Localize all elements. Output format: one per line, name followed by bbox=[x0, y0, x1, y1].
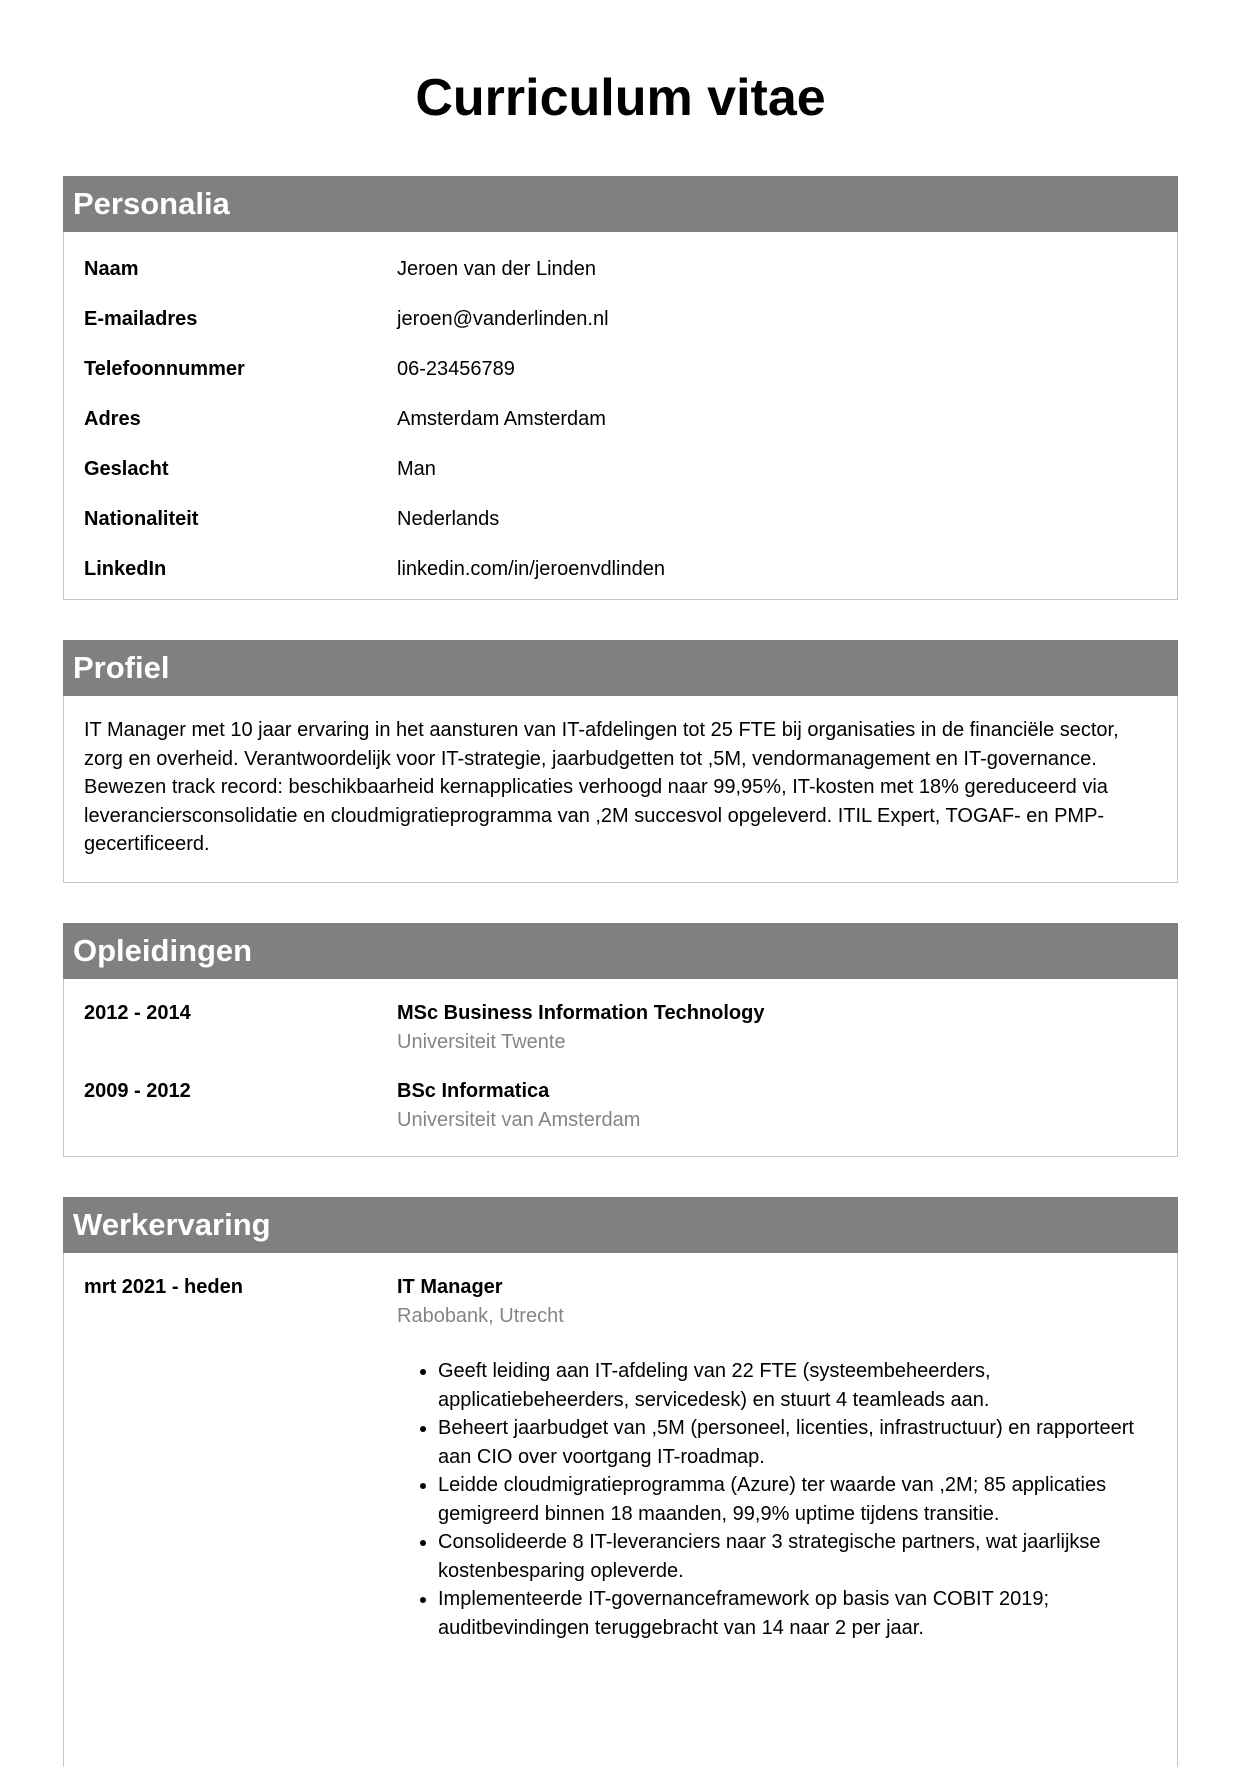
field-value: Amsterdam Amsterdam bbox=[397, 408, 606, 430]
field-value: Nederlands bbox=[397, 508, 500, 530]
education-item bbox=[64, 1077, 1177, 1155]
field-label: Nationaliteit bbox=[84, 508, 199, 530]
field-label: Naam bbox=[84, 258, 139, 280]
section-profiel bbox=[63, 640, 1178, 883]
education-institution: Universiteit Twente bbox=[397, 1031, 566, 1053]
job-bullet-list bbox=[397, 1357, 1137, 1642]
education-institution: Universiteit van Amsterdam bbox=[397, 1109, 641, 1131]
job-period: mrt 2021 - heden bbox=[84, 1276, 243, 1298]
personalia-row-linkedin bbox=[64, 552, 1177, 602]
section-heading-profiel: Profiel bbox=[63, 640, 1178, 696]
field-label: Adres bbox=[84, 408, 141, 430]
section-opleidingen bbox=[63, 923, 1178, 1157]
section-personalia bbox=[63, 176, 1178, 600]
field-label: E-mailadres bbox=[84, 308, 198, 330]
job-role: IT Manager bbox=[397, 1276, 503, 1298]
personalia-row-email bbox=[64, 302, 1177, 352]
field-value: jeroen@vanderlinden.nl bbox=[397, 308, 609, 330]
job-item bbox=[64, 1253, 1177, 1642]
section-heading-werkervaring: Werkervaring bbox=[63, 1197, 1178, 1253]
field-label: Geslacht bbox=[84, 458, 169, 480]
field-value: 06-23456789 bbox=[397, 358, 515, 380]
education-degree: MSc Business Information Technology bbox=[397, 1002, 765, 1024]
education-item bbox=[64, 999, 1177, 1077]
section-werkervaring bbox=[63, 1197, 1178, 1767]
personalia-row-adres bbox=[64, 402, 1177, 452]
job-bullet: • Consolideerde 8 IT-leveranciers naar 3 strategische partners, wat jaarlijkse kostenbesparing opleverde. bbox=[438, 1528, 1137, 1585]
education-period: 2012 - 2014 bbox=[84, 1002, 191, 1024]
field-value: linkedin.com/in/jeroenvdlinden bbox=[397, 558, 665, 580]
field-value: Man bbox=[397, 458, 436, 480]
section-heading-personalia: Personalia bbox=[63, 176, 1178, 232]
job-bullet: • Implementeerde IT-governanceframework op basis van COBIT 2019; auditbevindingen teruggebracht van 14 naar 2 per jaar. bbox=[438, 1585, 1137, 1642]
personalia-row-geslacht bbox=[64, 452, 1177, 502]
personalia-row-naam bbox=[64, 252, 1177, 302]
section-heading-opleidingen: Opleidingen bbox=[63, 923, 1178, 979]
education-period: 2009 - 2012 bbox=[84, 1080, 191, 1102]
profile-text: IT Manager met 10 jaar ervaring in het aansturen van IT-afdelingen tot 25 FTE bij organisaties in de financiële sector, zorg en overheid. Verantwoordelijk voor IT-strategie, jaarbudgetten tot ,5M, vendormanagement en IT-governance. Bewezen track record: beschikbaarheid kernapplicaties verhoogd naar 99,95%, IT-kosten met 18% gereduceerd via leveranciersconsolidatie en cloudmigratieprogramma van ,2M succesvol opgeleverd. ITIL Expert, TOGAF- en PMP-gecertificeerd. bbox=[84, 719, 1119, 855]
education-degree: BSc Informatica bbox=[397, 1080, 550, 1102]
field-label: Telefoonnummer bbox=[84, 358, 245, 380]
job-bullet: • Leidde cloudmigratieprogramma (Azure) ter waarde van ,2M; 85 applicaties gemigreerd binnen 18 maanden, 99,9% uptime tijdens transitie. bbox=[438, 1471, 1137, 1528]
job-bullet: • Geeft leiding aan IT-afdeling van 22 FTE (systeembeheerders, applicatiebeheerders, servicedesk) en stuurt 4 teamleads aan. bbox=[438, 1357, 1137, 1414]
field-value: Jeroen van der Linden bbox=[397, 258, 597, 280]
personalia-row-nationaliteit bbox=[64, 502, 1177, 552]
page-title: Curriculum vitae bbox=[415, 69, 826, 127]
job-bullet: • Beheert jaarbudget van ,5M (personeel, licenties, infrastructuur) en rapporteert aan CIO over voortgang IT-roadmap. bbox=[438, 1414, 1137, 1471]
personalia-row-telefoon bbox=[64, 352, 1177, 402]
field-label: LinkedIn bbox=[84, 558, 167, 580]
job-company: Rabobank, Utrecht bbox=[397, 1305, 564, 1327]
